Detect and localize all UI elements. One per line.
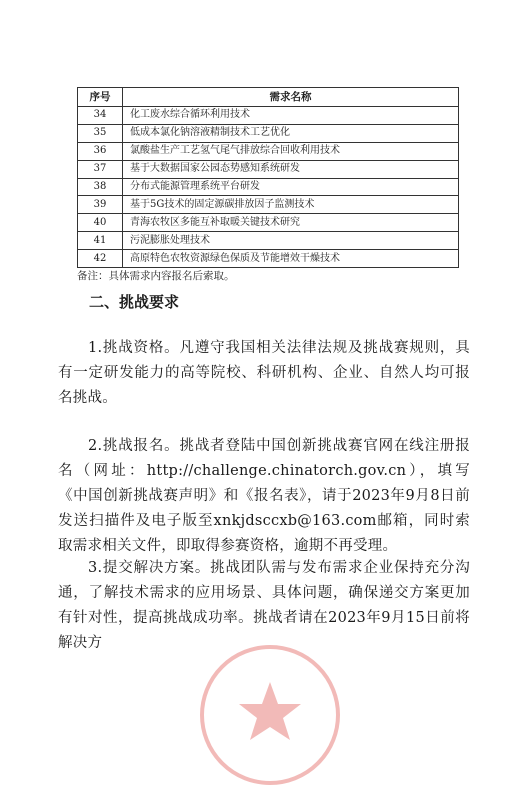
- seal-star: [239, 682, 301, 740]
- paragraph-eligibility: 1.挑战资格。凡遵守我国相关法律法规及挑战赛规则，具有一定研发能力的高等院校、科研机构、企业、自然人均可报名挑战。: [58, 339, 470, 406]
- row-number: 42: [78, 250, 123, 268]
- section-title: 二、挑战要求: [89, 293, 180, 311]
- table-row: [78, 250, 459, 268]
- column-header-name: 需求名称: [123, 88, 459, 107]
- row-name: 青海农牧区多能互补取暖关键技术研究: [123, 214, 459, 232]
- row-number: 40: [78, 214, 123, 232]
- row-name: 低成本氯化钠溶液精制技术工艺优化: [123, 124, 459, 142]
- row-number: 37: [78, 160, 123, 178]
- row-number: 38: [78, 178, 123, 196]
- row-name: 氯酸盐生产工艺氢气尾气排放综合回收利用技术: [123, 142, 459, 160]
- row-name: 基于5G技术的固定源碳排放因子监测技术: [123, 196, 459, 214]
- row-number: 36: [78, 142, 123, 160]
- table-header-row: [78, 88, 459, 107]
- column-header-number: 序号: [78, 88, 123, 107]
- table-note: 备注：具体需求内容报名后索取。: [77, 270, 235, 282]
- requirements-table: [77, 87, 459, 268]
- table-row: [78, 232, 459, 250]
- row-number: 35: [78, 124, 123, 142]
- table-row: [78, 107, 459, 125]
- row-number: 39: [78, 196, 123, 214]
- table-row: [78, 178, 459, 196]
- row-name: 高原特色农牧资源绿色保质及节能增效干燥技术: [123, 250, 459, 268]
- row-name: 化工废水综合循环利用技术: [123, 107, 459, 125]
- row-name: 基于大数据国家公园态势感知系统研发: [123, 160, 459, 178]
- row-name: 分布式能源管理系统平台研发: [123, 178, 459, 196]
- table-row: [78, 142, 459, 160]
- row-name: 污泥膨胀处理技术: [123, 232, 459, 250]
- table-row: [78, 124, 459, 142]
- row-number: 41: [78, 232, 123, 250]
- official-seal-icon: [195, 640, 345, 790]
- table-row: [78, 214, 459, 232]
- seal-ring: [202, 647, 338, 783]
- table-row: [78, 196, 459, 214]
- paragraph-registration: 2.挑战报名。挑战者登陆中国创新挑战赛官网在线注册报名（网址：http://challenge.chinatorch.gov.cn），填写《中国创新挑战赛声明》和《报名表》，请于2023年9月8日前发送扫描件及电子版至xnkjdsccxb@163.com邮箱，同时索取需求相关文件，即取得参赛资格，逾期不再受理。: [58, 437, 470, 554]
- table-row: [78, 160, 459, 178]
- paragraph-solution: 3.提交解决方案。挑战团队需与发布需求企业保持充分沟通，了解技术需求的应用场景、具体问题，确保递交方案更加有针对性，提高挑战成功率。挑战者请在2023年9月15日前将解决方: [58, 559, 470, 651]
- row-number: 34: [78, 107, 123, 125]
